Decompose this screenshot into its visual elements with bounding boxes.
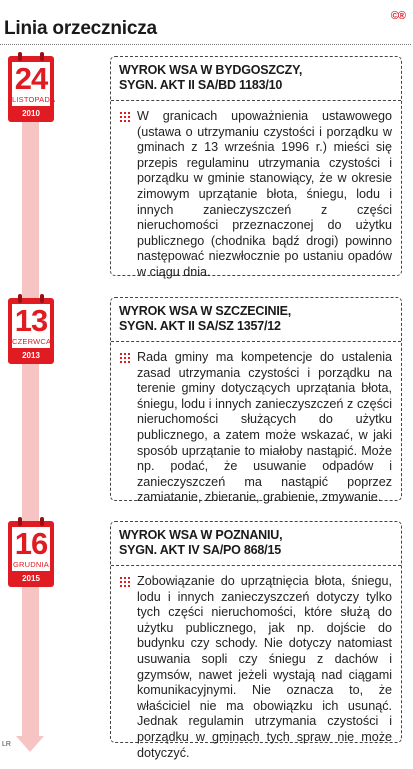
calendar-year: 2015 — [22, 574, 40, 583]
calendar-day: 24 — [14, 61, 48, 96]
author-credit: LR — [2, 741, 11, 748]
title-divider — [0, 44, 411, 45]
ruling-card-3 — [110, 521, 402, 760]
grid-bullet-icon — [120, 577, 130, 587]
calendar-ring-icon — [40, 52, 44, 61]
calendar-ring-icon — [18, 517, 22, 526]
timeline-bar — [22, 58, 39, 738]
ruling-card-2 — [110, 297, 402, 505]
calendar-page — [12, 527, 50, 571]
timeline-arrow-icon — [16, 736, 44, 752]
calendar-month: LISTOPADA — [12, 95, 56, 104]
calendar-page — [12, 304, 50, 348]
calendar-day: 13 — [14, 303, 48, 338]
ruling-card-1 — [110, 56, 402, 279]
calendar-month: GRUDNIA — [13, 560, 49, 569]
ruling-heading-text: WYROK WSA W POZNANIU, SYGN. AKT IV SA/PO 868/15 — [119, 528, 283, 557]
ruling-heading-text: WYROK WSA W SZCZECINIE, SYGN. AKT II SA/SZ 1357/12 — [119, 304, 292, 333]
calendar-date-2 — [8, 298, 54, 364]
calendar-ring-icon — [18, 52, 22, 61]
grid-bullet-icon — [120, 353, 130, 363]
calendar-month: CZERWCA — [12, 337, 52, 346]
calendar-ring-icon — [18, 294, 22, 303]
calendar-page — [12, 61, 56, 106]
ruling-body — [111, 566, 401, 769]
ruling-text: Rada gminy ma kompetencje do ustalenia zasad utrzymania czystości i porządku na terenie gminy dotyczących uprzątania błota, śniegu, lodu i innych zanieczyszczeń z części nieruchomości służących do użytku publicznego, a zatem może wskazać, w jaki sposób uprzątanie to miałoby nastąpić. Może np. podać, że usuwanie odpadów i zanieczyszczeń ma nastąpić poprzez zamiatanie, zbieranie, grabienie, zmywanie. — [137, 350, 392, 505]
ruling-heading — [111, 57, 401, 101]
ruling-body — [111, 101, 401, 289]
ruling-text: Zobowiązanie do uprzątnięcia błota, śniegu, lodu i innych zanieczyszczeń dotyczy tylko tych części nieruchomości, które służą do użytku publicznego, jak np. dojście do budynku czy schody. Nie dotyczy natomiast usuwania sopli czy śniegu z dachów i gzymsów, nawet jeżeli wystają nad ciągami komunikacyjnymi. Nie oznacza to, że właściciel nie ma obowiązku ich usunąć. Jednak regulamin utrzymania czystości i porządku w gminach tych spraw nie może dotyczyć. — [137, 574, 392, 760]
calendar-date-1 — [8, 56, 54, 122]
grid-bullet-icon — [120, 112, 130, 122]
ruling-heading — [111, 298, 401, 342]
page-title: Linia orzecznicza — [4, 18, 157, 39]
calendar-year: 2013 — [22, 351, 40, 360]
ruling-heading — [111, 522, 401, 566]
calendar-year: 2010 — [22, 109, 40, 118]
ruling-body — [111, 342, 401, 514]
calendar-day: 16 — [14, 526, 48, 561]
ruling-heading-text: WYROK WSA W BYDGOSZCZY, SYGN. AKT II SA/BD 1183/10 — [119, 63, 303, 92]
calendar-ring-icon — [40, 517, 44, 526]
calendar-date-3 — [8, 521, 54, 587]
ruling-text: W granicach upoważnienia ustawowego (ustawa o utrzymaniu czystości i porządku w gminach z 13 września 1996 r.) mieści się przepis regulaminu utrzymania czystości i porządku w gminie stanowiący, że w okresie zimowym uprzątanie błota, śniegu, lodu i innych zanieczyszczeń z części nieruchomości przeznaczonej do użytku publicznego (chodnika bądź drogi) powinno następować niezwłocznie po ustaniu opadów w ciągu dnia. — [137, 109, 392, 279]
logo: ©® — [390, 10, 405, 22]
calendar-ring-icon — [40, 294, 44, 303]
